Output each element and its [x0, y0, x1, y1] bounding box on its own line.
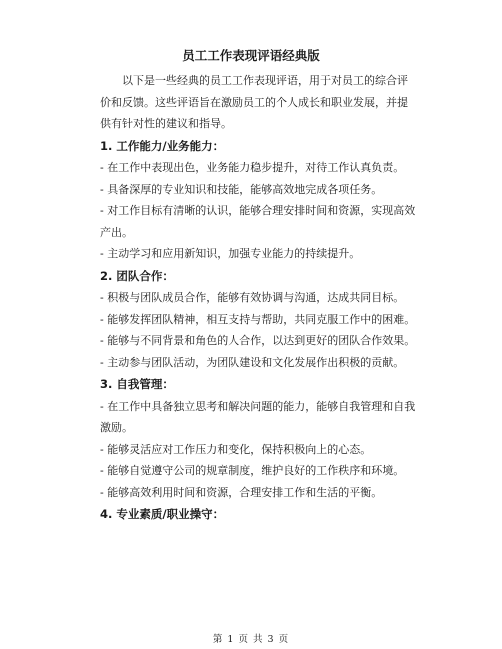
list-item: - 在工作中表现出色，业务能力稳步提升，对待工作认真负责。	[100, 161, 405, 174]
intro-paragraph: 以下是一些经典的员工工作表现评语，用于对员工的综合评价和反馈。这些评语旨在激励员工的个人成长和职业发展，并提供有针对性的建议和指导。	[100, 74, 408, 130]
section-professionalism	[100, 504, 416, 526]
section-heading: 3. 自我管理：	[100, 377, 174, 391]
list-item: - 积极与团队成员合作，能够有效协调与沟通，达成共同目标。	[100, 291, 405, 304]
list-item: - 能够高效利用时间和资源，合理安排工作和生活的平衡。	[100, 485, 383, 499]
list-item: - 主动参与团队活动，为团队建设和文化发展作出积极的贡献。	[100, 355, 405, 369]
section-self-management	[100, 374, 416, 503]
section-heading: 1. 工作能力/业务能力：	[100, 138, 225, 153]
section-heading: 4. 专业素质/职业操守：	[100, 507, 225, 521]
document-title: 员工工作表现评语经典版	[182, 48, 320, 63]
page-footer: 第 1 页 共 3 页	[212, 634, 290, 645]
list-item: - 在工作中具备独立思考和解决问题的能力，能够自我管理和自我激励。	[100, 399, 416, 434]
section-teamwork	[100, 266, 416, 374]
list-item: - 具备深厚的专业知识和技能，能够高效地完成各项任务。	[100, 182, 383, 196]
list-item: - 对工作目标有清晰的认识，能够合理安排时间和资源，实现高效产出。	[100, 204, 416, 239]
document-body	[100, 70, 416, 526]
list-item: - 能够自觉遵守公司的规章制度，维护良好的工作秩序和环境。	[100, 464, 405, 477]
list-item: - 能够灵活应对工作压力和变化，保持积极向上的心态。	[100, 442, 372, 456]
list-item: - 主动学习和应用新知识，加强专业能力的持续提升。	[100, 247, 361, 260]
list-item: - 能够与不同背景和角色的人合作，以达到更好的团队合作效果。	[100, 334, 416, 347]
section-work-ability	[100, 136, 416, 265]
section-heading: 2. 团队合作：	[100, 268, 174, 283]
list-item: - 能够发挥团队精神，相互支持与帮助，共同克服工作中的困难。	[100, 312, 416, 326]
